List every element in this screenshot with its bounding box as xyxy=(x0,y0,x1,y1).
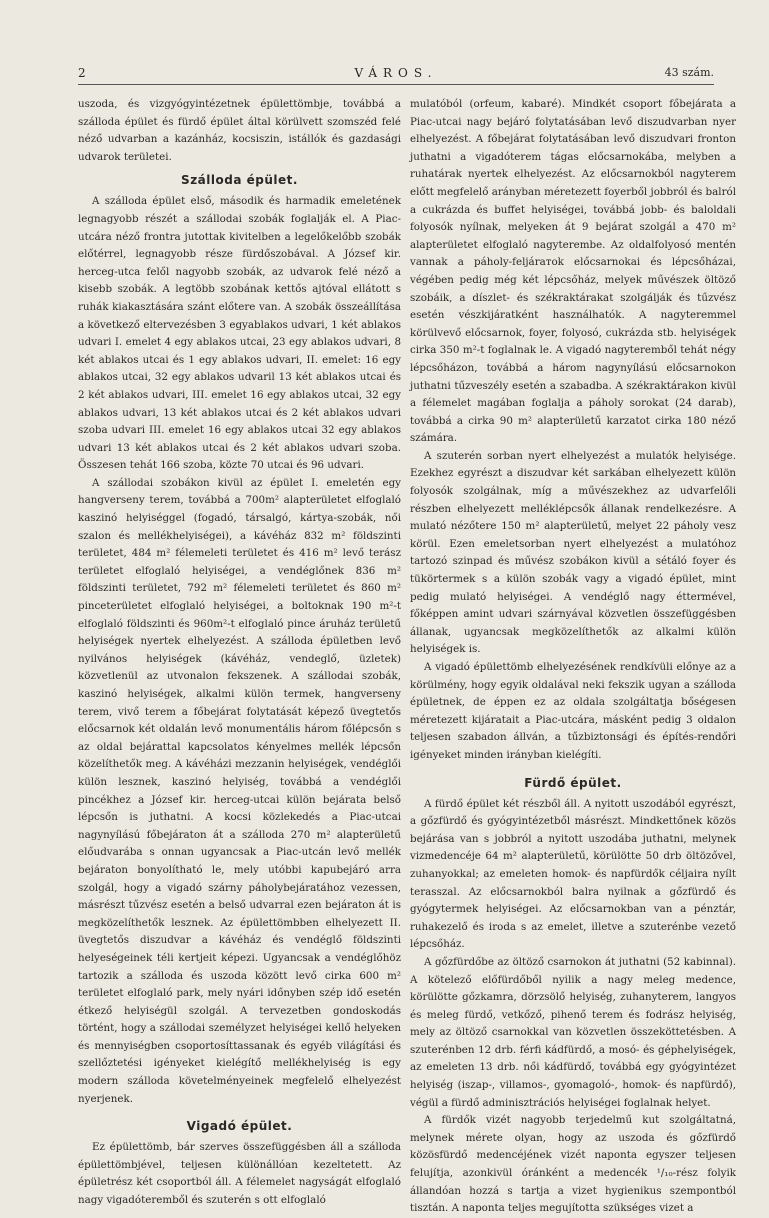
paragraph: A fürdők vizét nagyobb terjedelmű kut szolgáltatná, melynek mérete olyan, hogy az uszoda és gőzfürdő közösfürdő medencéjének vizét naponta egyszer teljesen felujítja, azonkivül óránként a medencék ¹/₁₀-rész folyik állandóan hozzá s tartja a vizet hygienikus szempontból tisztán. A naponta teljes megujította szükséges vizet a xyxy=(410,1114,736,1215)
section-heading-bath: Fürdő épület. xyxy=(524,775,622,790)
issue-number: 43 szám. xyxy=(664,66,714,79)
paragraph: A szálloda épület első, második és harmadik emeletének legnagyobb részét a szállodai szobák foglalják el. A Piac-utcára néző frontra jutottak kivitelben a legelőkelőbb szobák előtérrel, legnagyobb része fürdőszobával. A József kir. herceg-utca felől nagyobb szobák, az udvarok felé néző a kisebb szobák. A legtöbb szobának kettős ajtóval ellátott s ruhák kiakasztására szánt előtere van. A szobák összeállítása a következő eltervezésben 3 egyablakos udvari, 1 két ablakos udvari I. emelet 4 egy ablakos utcai, 23 egy ablakos udvari, 8 két ablakos utcai és 1 egy ablakos udvari, II. emelet: 16 egy ablakos utcai, 32 egy ablakos udvaril 13 két ablakos utcai és 2 két ablakos udvari, III. emelet 16 egy ablakos utcai, 32 egy ablakos udvari, 13 két ablakos utcai és 2 két ablakos udvari szoba udvari III. emelet 16 egy ablakos utcai 32 egy ablakos udvari 13 két ablakos utcai és 2 két ablakos udvari szoba. Összesen tehát 166 szoba, közte 70 utcai és 96 udvari. xyxy=(78,195,401,472)
paragraph: A gőzfürdőbe az öltöző csarnokon át juthatni (52 kabinnal). A kötelező előfürdőből nyilik a nagy meleg medence, körülötte gőzkamra, dörzsölő helyiség, zuhanyterem, langyos és meleg fürdő, vetkőző, pihenő terem és fodrász helyiség, mely az öltöző csarnokkal van közvetlen összeköttetésben. A szuterénben 12 drb. férfi kádfürdő, a mosó- és géphelyiségek, az emeleten 13 drb. női kádfürdő, továbbá egy gyógyintézet helyiség (iszap-, villamos-, gyomagoló-, homok- és napfürdő), végül a fürdő adminisztrációs helyiségei foglalnak helyet. xyxy=(410,955,736,1109)
paragraph: Ez épülettömb, bár szerves összefüggésben áll a szálloda épülettömbjével, teljesen különállóan kezeltetett. Az épületrész két csoportból áll. A félemelet nagyságát elfoglaló nagy vigadóteremből és szuterén s ott elfoglaló xyxy=(78,1141,401,1207)
page-header xyxy=(78,64,714,85)
page-number: 2 xyxy=(78,66,86,80)
right-column xyxy=(410,96,736,1215)
section-heading-vigado: Vigadó épület. xyxy=(186,1119,293,1134)
paragraph: mulatóból (orfeum, kabaré). Mindkét csoport főbejárata a Piac-utcai nagy bejáró folytatásában levő diszudvarban nyer elhelyezést. A főbejárat folytatásában levő diszudvari fronton juthatni a vigadóterem tágas előcsarnokába, melyben a ruhatárak nyertek elhelyezést. Az előcsarnokból nagyterem előtt megfelelő arányban méretezett foyerből jobbról és balról a cukrázda és buffet helyiségei, továbbá jobb- és baloldali folyosók nyílnak, melyeken át 9 bejárat szolgál a 470 m² alapterületet elfoglaló nagyterembe. Az oldalfolyosó mentén vannak a páholy-feljárатok előcsarnokai és lépcsőházai, végében pedig még két lépcsőház, melyek művészek öltöző szobáik, a díszlet- és székraktárakat szolgálják és tűzvész esetén vészkijáratként használhatók. A nagyteremmel körülvevő előcsarnok, foyer, folyosó, cukrázda stb. helyiségek cirka 350 m²-t foglalnak le. A vigadó nagyteremből tehát négy lépcsőházon, továbbá a három nagynyílású előcsarnokon juthatni tűzveszély esetén a szabadba. A székraktárakon kivül a félemelet magában foglalja a páholy sorokat (24 darab), továbbá a cirka 90 m² alapterületű karzatot cirka 180 néző számára. xyxy=(410,98,736,445)
paragraph: A vigadó épülettömb elhelyezésének rendkívüli előnye az a körülmény, hogy egyik oldalával neki fekszik ugyan a szálloda épületnek, de éppen ez az oldala szolgáltatja bőségesen méretezett kijáratait a Piac-utcára, másként pedig 3 oldalon teljesen szabadon állván, a tűzbiztonsági és építés-rendőri igényeket minden irányban kielégíti. xyxy=(410,661,736,761)
left-column xyxy=(78,96,401,1207)
section-heading-hotel: Szálloda épület. xyxy=(181,173,298,188)
paragraph: A fürdő épület két részből áll. A nyitott uszodából egyrészt, a gőzfürdő és gyógyintézetből másrészt. Mindkettőnek közös bejárása van s jobbról a nyitott uszodába juthatni, melynek vizmedencéje 64 m² alapterületű, körülötte 50 drb öltözővel, zuhanyokkal; az emeleten homok- és napfürdők céljaira nyílt terasszal. Az előcsarnokból balra nyilnak a gőzfürdő és gyógytermek helyiségei. Az előcsarnokban van a pénztár, ruhakezelő és iroda s az emelet, illetve a szuterénbe vezető lépcsőház. xyxy=(410,797,736,951)
paragraph: uszoda, és vizgyógyintézetnek épülettömbje, továbbá a szálloda épület és fürdő épület által körülvett szomszéd felé néző udvarban a kazánház, kocsiszin, istállók és gazdasági udvarok területei. xyxy=(78,98,401,163)
publication-title: VÁROS. xyxy=(354,66,438,80)
paragraph: A szuterén sorban nyert elhelyezést a mulatók helyisége. Ezekhez egyrészt a diszudvar két sarkában elhelyezett külön folyosók szolgálnak, míg a művészekhez az udvarfelőli részben elhelyezett melléklépcsők állanak rendelkezésre. A mulató nézőtere 150 m² alapterületű, melyet 22 páholy vesz körül. Ezen emeletsorban nyert elhelyezést a mulatóhoz tartozó szinpad és művész szobákon kivül a sétáló foyer és tükörtermek s a külön szobák vagy a vigadó épület, mint pedig mulató helyiségei. A vendéglő nagy éttermével, főképpen amint udvari szárnyával közvetlen összefüggésben állanak, ugyancsak megközelíthetők az alkalmi külön helyiségek is. xyxy=(410,449,736,656)
paragraph: A szállodai szobákon kivül az épület I. emeletén egy hangverseny terem, továbbá a 700m² alapterületet elfoglaló kaszinó helyiséggel (fogadó, társalgó, kártya-szobák, női szalon és mellékhelyiségei), a kávéház 832 m² földszinti területet, 484 m² félemeleti területet és 416 m² levő terász területet elfoglaló helyiségei, a vendéglőnek 836 m² földszinti területet, 792 m² félemeleti területet és 860 m² pinceterületet elfoglaló helyiségei, a boltoknak 190 m²-t elfoglaló földszinti és 960m²-t elfoglaló pince áruház területű helyiségek nyertek elhelyezést. A szálloda épületben levő nyilvános helyiségek (kávéház, vendeglő, üzletek) közvetlenül az utvonalon fekszenek. A szállodai szobák, kaszinó helyiségek, alkalmi külön termek, hangverseny terem, vivő terem a főbejárat folytatását képező üvegtetős előcsarnok két oldalán levő monumentális három főlépcsőn s az oldal bejárattal kapcsolatos kényelmes mellék lépcsőn közelíthetők meg. A kávéházi mezzanin helyiségek, vendéglői külön lesznek, kaszinó helyiség, továbbá a vendéglői pincékhez a József kir. herceg-utcai külön bejárata belső lépcsőn is juthatni. A kocsi közlekedés a Piac-utcai nagynyílású főbejáraton át a szálloda 270 m² alapterületű előudvarába s onnan ugyancsak a Piac-utcán levő mellék bejáraton bonyolítható le, mely utóbbi kapubejáró arra szolgál, hogy a vigadó szárny páholybejáratához vezessen, másrészt tűzvész esetén a belső udvarral ezen bejáraton át is megközelíthetők lesznek. Az épülettömbben elhelyezett II. üvegtetős diszudvar a kávéház és vendéglő földszinti helyeségeinek téli kertjeit képezi. Ugyancsak a vendéglőhöz tartozik a szálloda és uszoda között levő cirka 600 m² területet elfoglaló park, mely nyári időnyben szép idő esetén étkező helyiségül szolgál. A tervezetben gondoskodás történt, hogy a szállodai személyzet helyiségei kellő helyeken és mennyiségben csoportosíttassanak és egyéb világítási és szellőztetési igényeket kielégítő mellékhelyiség is egy modern szálloda követelményeinek megfelelő elhelyezést nyerjenek. xyxy=(78,476,401,1105)
